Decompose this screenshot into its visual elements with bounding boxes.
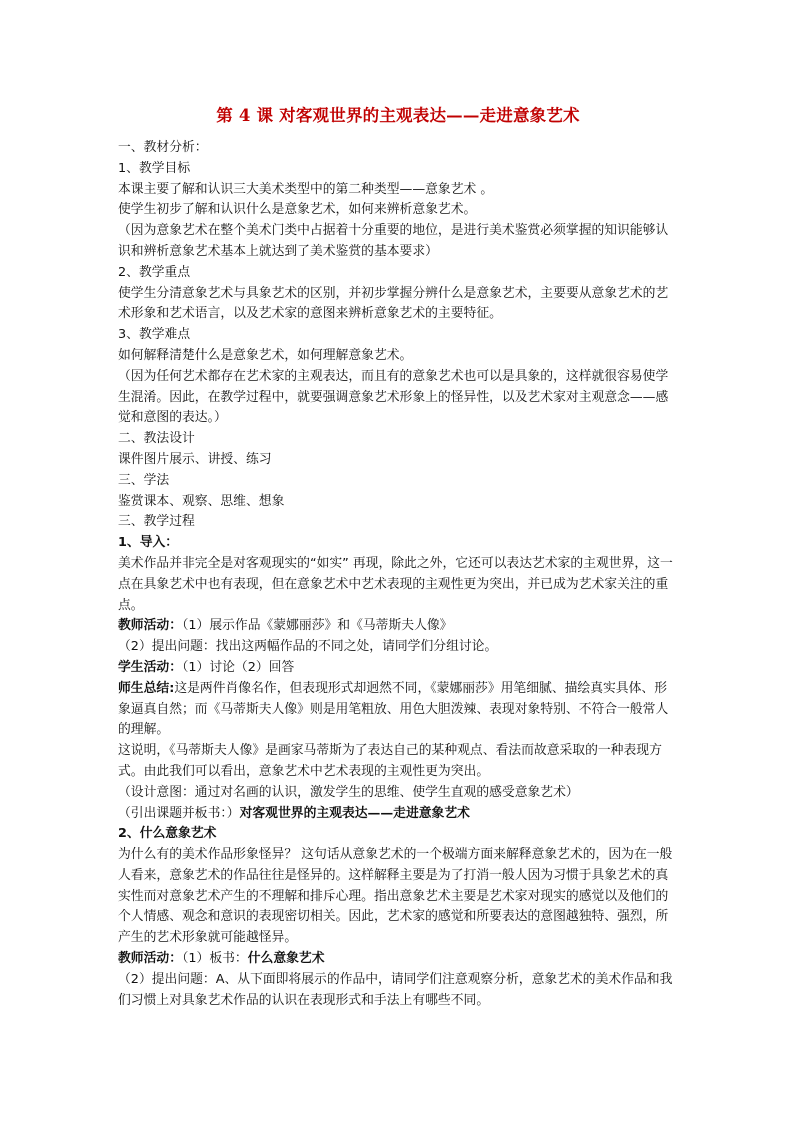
- paragraph-method: 课件图片展示、讲授、练习: [118, 451, 272, 467]
- subheading-difficulty: 3、教学难点: [118, 327, 191, 343]
- teacher-activity-2: [118, 949, 678, 970]
- topic-board-prefix: （引出课题并板书：）: [118, 805, 240, 821]
- paragraph-intro: 美术作品并非完全是对客观现实的“如实” 再现，除此之外，它还可以表达艺术家的主观世界，这一点在具象艺术中也有表现，但在意象艺术中艺术表现的主观性更为突出，并已成为艺术家关注的重点。: [118, 555, 673, 613]
- topic-board-title: 对客观世界的主观表达——走进意象艺术: [239, 805, 470, 821]
- subheading-what-is: 2、什么意象艺术: [118, 826, 217, 842]
- summary-paragraph: [118, 679, 678, 741]
- section-heading-method: 二、教法设计: [118, 431, 195, 447]
- section-heading-analysis: 一、教材分析：: [118, 140, 208, 155]
- teacher-activity-1-question: （2）提出问题：找出这两幅作品的不同之处，请同学们分组讨论。: [118, 639, 498, 655]
- paragraph-study: 鉴赏课本、观察、思维、想象: [118, 493, 285, 509]
- paragraph-explain: 这说明，《马蒂斯夫人像》是画家马蒂斯为了表达自己的某种观点、看法而故意采取的一种表现方式。由此我们可以看出，意象艺术中艺术表现的主观性更为突出。: [118, 743, 662, 779]
- section-heading-process: 三、教学过程: [118, 514, 195, 530]
- document-page: [118, 104, 678, 1011]
- subheading-focus: 2、教学重点: [118, 264, 191, 280]
- paragraph-goal-1: 本课主要了解和认识三大美术类型中的第二种类型——意象艺术 。: [118, 181, 494, 197]
- teacher-activity-1: [118, 616, 678, 637]
- section-heading-study: 三、学法: [118, 472, 170, 488]
- teacher-activity-1-text: （1）展示作品《蒙娜丽莎》和《马蒂斯夫人像》: [181, 618, 453, 634]
- paragraph-difficulty-1: 如何解释清楚什么是意象艺术，如何理解意象艺术。: [118, 347, 413, 363]
- subheading-goals: 1、教学目标: [118, 160, 191, 176]
- paragraph-why: 为什么有的美术作品形象怪异？ 这句话从意象艺术的一个极端方面来解释意象艺术的，因为在一般人看来，意象艺术的作品往往是怪异的。这样解释主要是为了打消一般人因为习惯于具象艺术的真实性而对意象艺术产生的不理解和排斥心理。指出意象艺术主要是艺术家对现实的感觉以及他们的个人情感、观念和意识的表现密切相关。因此，艺术家的感觉和所要表达的意图越独特、强烈，所产生的艺术形象就可能越怪异。: [118, 847, 673, 946]
- student-activity-text: （1）讨论（2）回答: [181, 659, 295, 675]
- label-teacher-activity-2: 教师活动：: [118, 951, 182, 967]
- student-activity: [118, 658, 678, 679]
- label-summary: 师生总结:: [118, 680, 175, 696]
- paragraph-goal-2: 使学生初步了解和认识什么是意象艺术，如何来辨析意象艺术。: [118, 202, 477, 218]
- teacher-activity-2-prefix: （1）板书：: [181, 951, 248, 967]
- paragraph-design-intent: （设计意图：通过对名画的认识，激发学生的思维、使学生直观的感受意象艺术）: [118, 784, 579, 800]
- teacher-activity-2-board: 什么意象艺术: [247, 951, 325, 967]
- subheading-intro: 1、导入：: [118, 535, 179, 551]
- label-student-activity: 学生活动：: [118, 659, 182, 675]
- lesson-title: 第 4 课 对客观世界的主观表达——走进意象艺术: [216, 106, 580, 125]
- topic-board: [118, 804, 678, 825]
- summary-text: 这是两件肖像名作，但表现形式却迥然不同，《蒙娜丽莎》用笔细腻、描绘真实具体、形象逼真自然；而《马蒂斯夫人像》则是用笔粗放、用色大胆泼辣、表现对象特别、不符合一般常人的理解。: [118, 680, 669, 738]
- label-teacher-activity: 教师活动：: [118, 618, 182, 634]
- teacher-activity-2-question: （2）提出问题：A、从下面即将展示的作品中，请同学们注意观察分析，意象艺术的美术作品和我们习惯上对具象艺术作品的认识在表现形式和手法上有哪些不同。: [118, 971, 673, 1008]
- paragraph-goal-3: （因为意象艺术在整个美术门类中占据着十分重要的地位，是进行美术鉴赏必须掌握的知识能够认识和辨析意象艺术基本上就达到了美术鉴赏的基本要求）: [118, 223, 669, 259]
- paragraph-focus: 使学生分清意象艺术与具象艺术的区别，并初步掌握分辨什么是意象艺术，主要要从意象艺术的艺术形象和艺术语言，以及艺术家的意图来辨析意象艺术的主要特征。: [118, 285, 669, 322]
- paragraph-difficulty-2: （因为任何艺术都存在艺术家的主观表达，而且有的意象艺术也可以是具象的，这样就很容易使学生混淆。因此，在教学过程中，就要强调意象艺术形象上的怪异性，以及艺术家对主观意念——感觉和意图的表达。）: [118, 368, 669, 426]
